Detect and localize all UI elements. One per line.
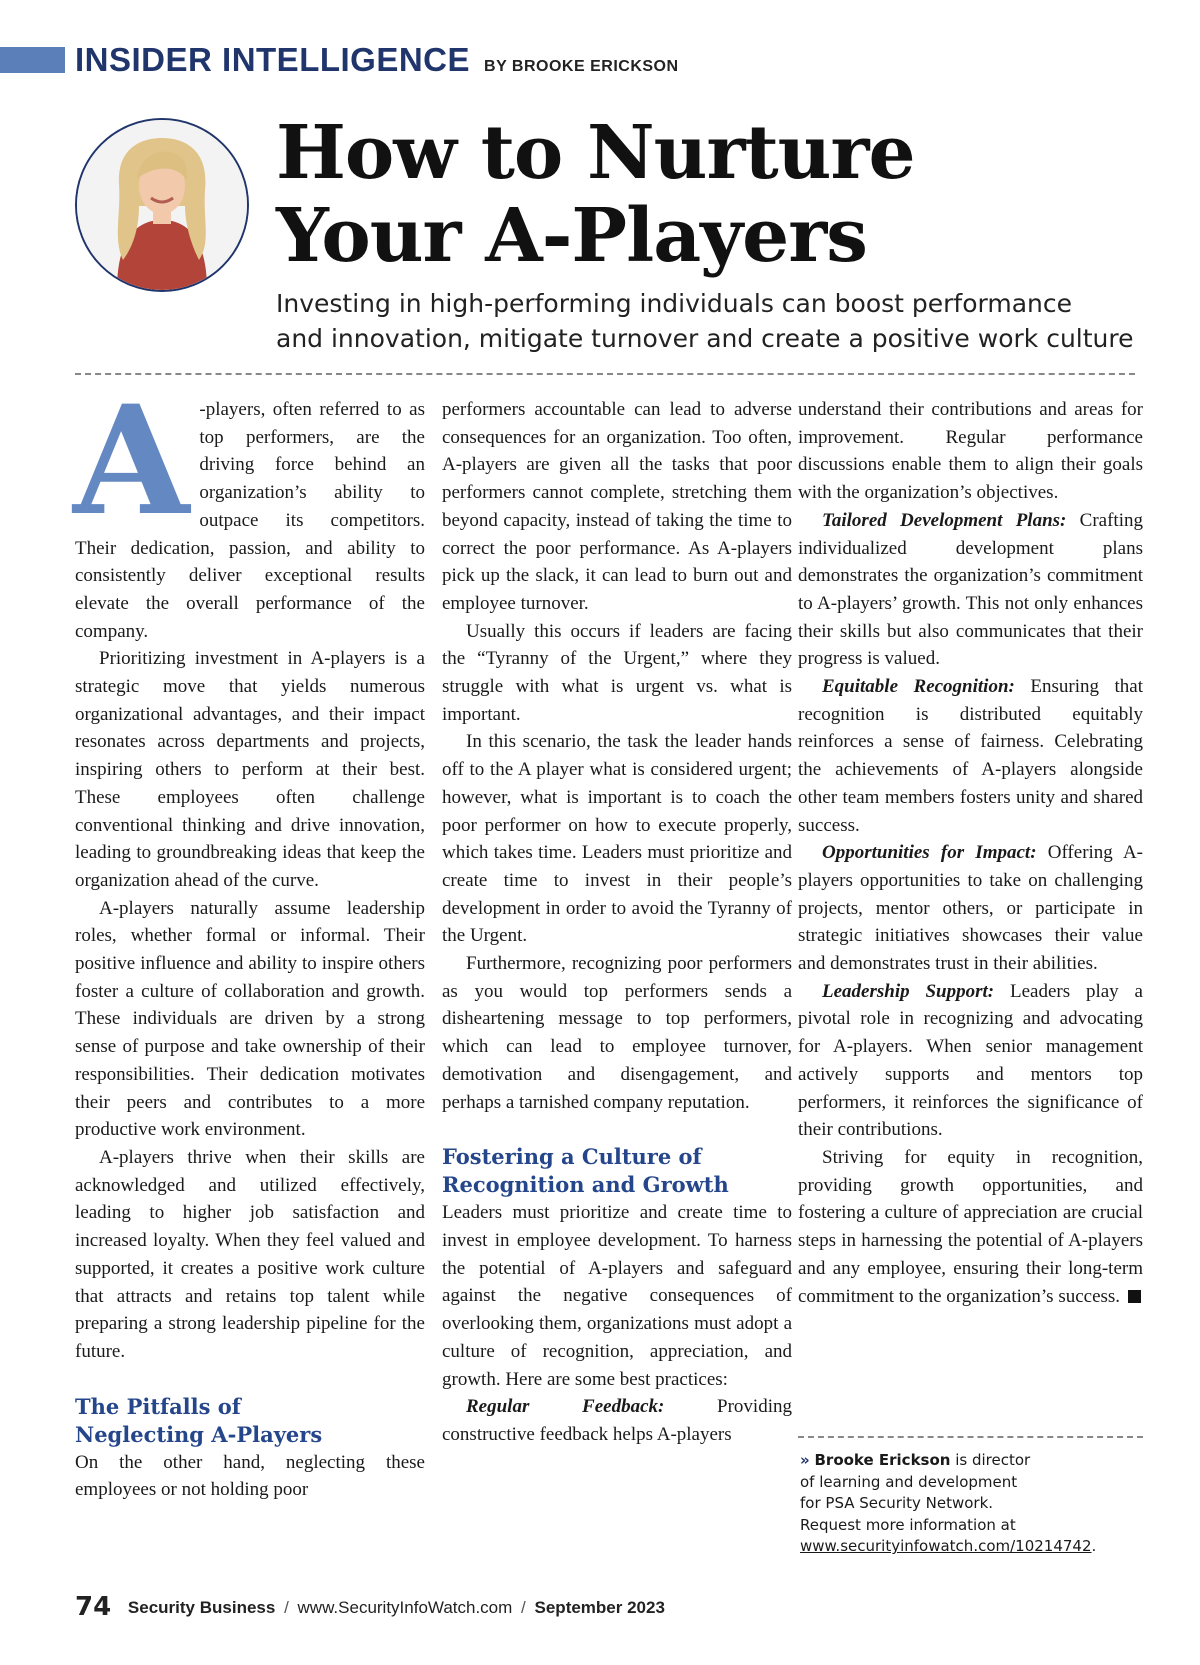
paragraph: A-players thrive when their skills are acknowledged and utilized effectively, leading to higher job satisfaction and increased loyalty. When they feel valued and supported, it creates a positive work culture that attracts and retains top talent while preparing a strong leadership pipeline for the future. [75,1146,425,1362]
subhead-pitfalls: The Pitfalls of Neglecting A-Players [75,1393,323,1447]
closing-paragraph: Striving for equity in recognition, providing growth opportunities, and fostering a culture of appreciation are crucial steps in harnessing the potential of A-players and any employee, ensuring their long-term commitment to the organization’s success. [798,1146,1143,1307]
page-number: 74 [75,1592,112,1622]
footer-website: www.SecurityInfoWatch.com [297,1598,513,1617]
deck-line-2: and innovation, mitigate turnover and create a positive work culture [276,324,1134,353]
bio-author-name: Brooke Erickson [814,1451,951,1469]
article-title [276,112,915,278]
footer-separator: / [284,1598,289,1617]
paragraph: On the other hand, neglecting these employees or not holding poor [75,1451,425,1501]
paragraph-leadership-support: Leadership Support: Leaders play a pivotal role in recognizing and advocating for A-players. When senior management actively supports and mentors top performers, it reinforces the significance of their contributions. [798,980,1143,1141]
issue-date: September 2023 [534,1598,665,1617]
column-3 [798,396,1143,1310]
paragraph: Leaders must prioritize and create time to invest in employee development. To harness the potential of A-players and safeguard against the negative consequences of overlooking them, organizations must adopt a culture of recognition, appreciation, and growth. Here are some best practices: [442,1202,792,1390]
publication-name: Security Business [127,1598,276,1617]
section-color-bar [0,47,65,73]
end-mark-icon [1128,1290,1141,1303]
article-deck [276,286,1156,356]
subhead-fostering: Fostering a Culture of Recognition and Growth [442,1144,729,1198]
chevron-icon: » [800,1451,810,1469]
intro-paragraph: A -players, often referred to as top performers, are the driving force behind an organization’s ability to outpace its competitors. Their dedication, passion, and ability to consistently deliver exceptional results elevate the overall performance of the company. [73,373,425,642]
paragraph: Furthermore, recognizing poor performers as you would top performers sends a disheartening message to top performers, which can lead to employee turnover, demotivation and disengagement, and perhaps a tarnished company reputation. [442,953,792,1113]
deck-line-1: Investing in high-performing individuals can boost performance [276,289,1073,318]
paragraph-regular-feedback: Regular Feedback: Providing constructive feedback helps A-players [442,1396,792,1445]
footer-separator: / [521,1598,526,1617]
section-header [75,41,679,79]
author-photo [75,118,249,292]
paragraph: performers accountable can lead to adverse consequences for an organization. Too often, A-players are given all the tasks that poor performers cannot complete, stretching them beyond capacity, instead of taking the time to correct the poor performance. As A-players pick up the slack, it can lead to burn out and employee turnover. [442,399,792,614]
drop-cap: A [73,373,190,549]
bio-divider [798,1436,1143,1438]
paragraph: Usually this occurs if leaders are facing the “Tyranny of the Urgent,” where they struggle with what is urgent vs. what is important. [442,620,792,725]
paragraph-development-plans: Tailored Development Plans: Crafting individualized development plans demonstrates the organization’s commitment to A-players’ growth. This not only enhances their skills but also communicates that their progress is valued. [798,509,1143,670]
paragraph: Prioritizing investment in A-players is a strategic move that yields numerous organizational advantages, and their impact resonates across departments and projects, inspiring others to perform at their best. These employees often challenge conventional thinking and drive innovation, leading to groundbreaking ideas that keep the organization ahead of the curve. [75,648,425,891]
byline: BY BROOKE ERICKSON [484,58,679,75]
page-footer [75,1592,665,1622]
title-line-2: Your A-Players [276,193,867,279]
paragraph: In this scenario, the task the leader hands off to the A player what is considered urgent; however, what is important is to coach the poor performer on how to execute properly, which takes time. Leaders must prioritize and create time to invest in their people’s development in order to avoid the Tyranny of the Urgent. [442,731,792,947]
paragraph-equitable-recognition: Equitable Recognition: Ensuring that recognition is distributed equitably reinforces a sense of fairness. Celebrating the achievements of A-players alongside other team members fosters unity and shared success. [798,676,1143,836]
bio-link[interactable]: www.securityinfowatch.com/10214742 [800,1537,1092,1555]
paragraph: A-players naturally assume leadership roles, whether formal or informal. Their positive influence and ability to inspire others foster a culture of collaboration and growth. These individuals are driven by a strong sense of purpose and take ownership of their responsibilities. Their dedication motivates their peers and contributes to a more productive work environment. [75,897,425,1141]
title-line-1: How to Nurture [276,110,915,196]
paragraph: understand their contributions and areas for improvement. Regular performance discussions enable them to align their goals with the organization’s objectives. [798,399,1143,504]
column-2 [442,396,792,1449]
header-divider [75,373,1135,375]
paragraph-opportunities: Opportunities for Impact: Offering A-players opportunities to take on challenging projects, mentor others, or participate in strategic initiatives showcases their value and demonstrates trust in their abilities. [798,842,1144,975]
column-1 [73,373,425,1504]
section-kicker: INSIDER INTELLIGENCE [75,41,471,78]
author-bio: » Brooke Erickson is director of learning and development for PSA Security Network. Request more information at www.securityinfowatch.com/10214742. [800,1451,1097,1555]
